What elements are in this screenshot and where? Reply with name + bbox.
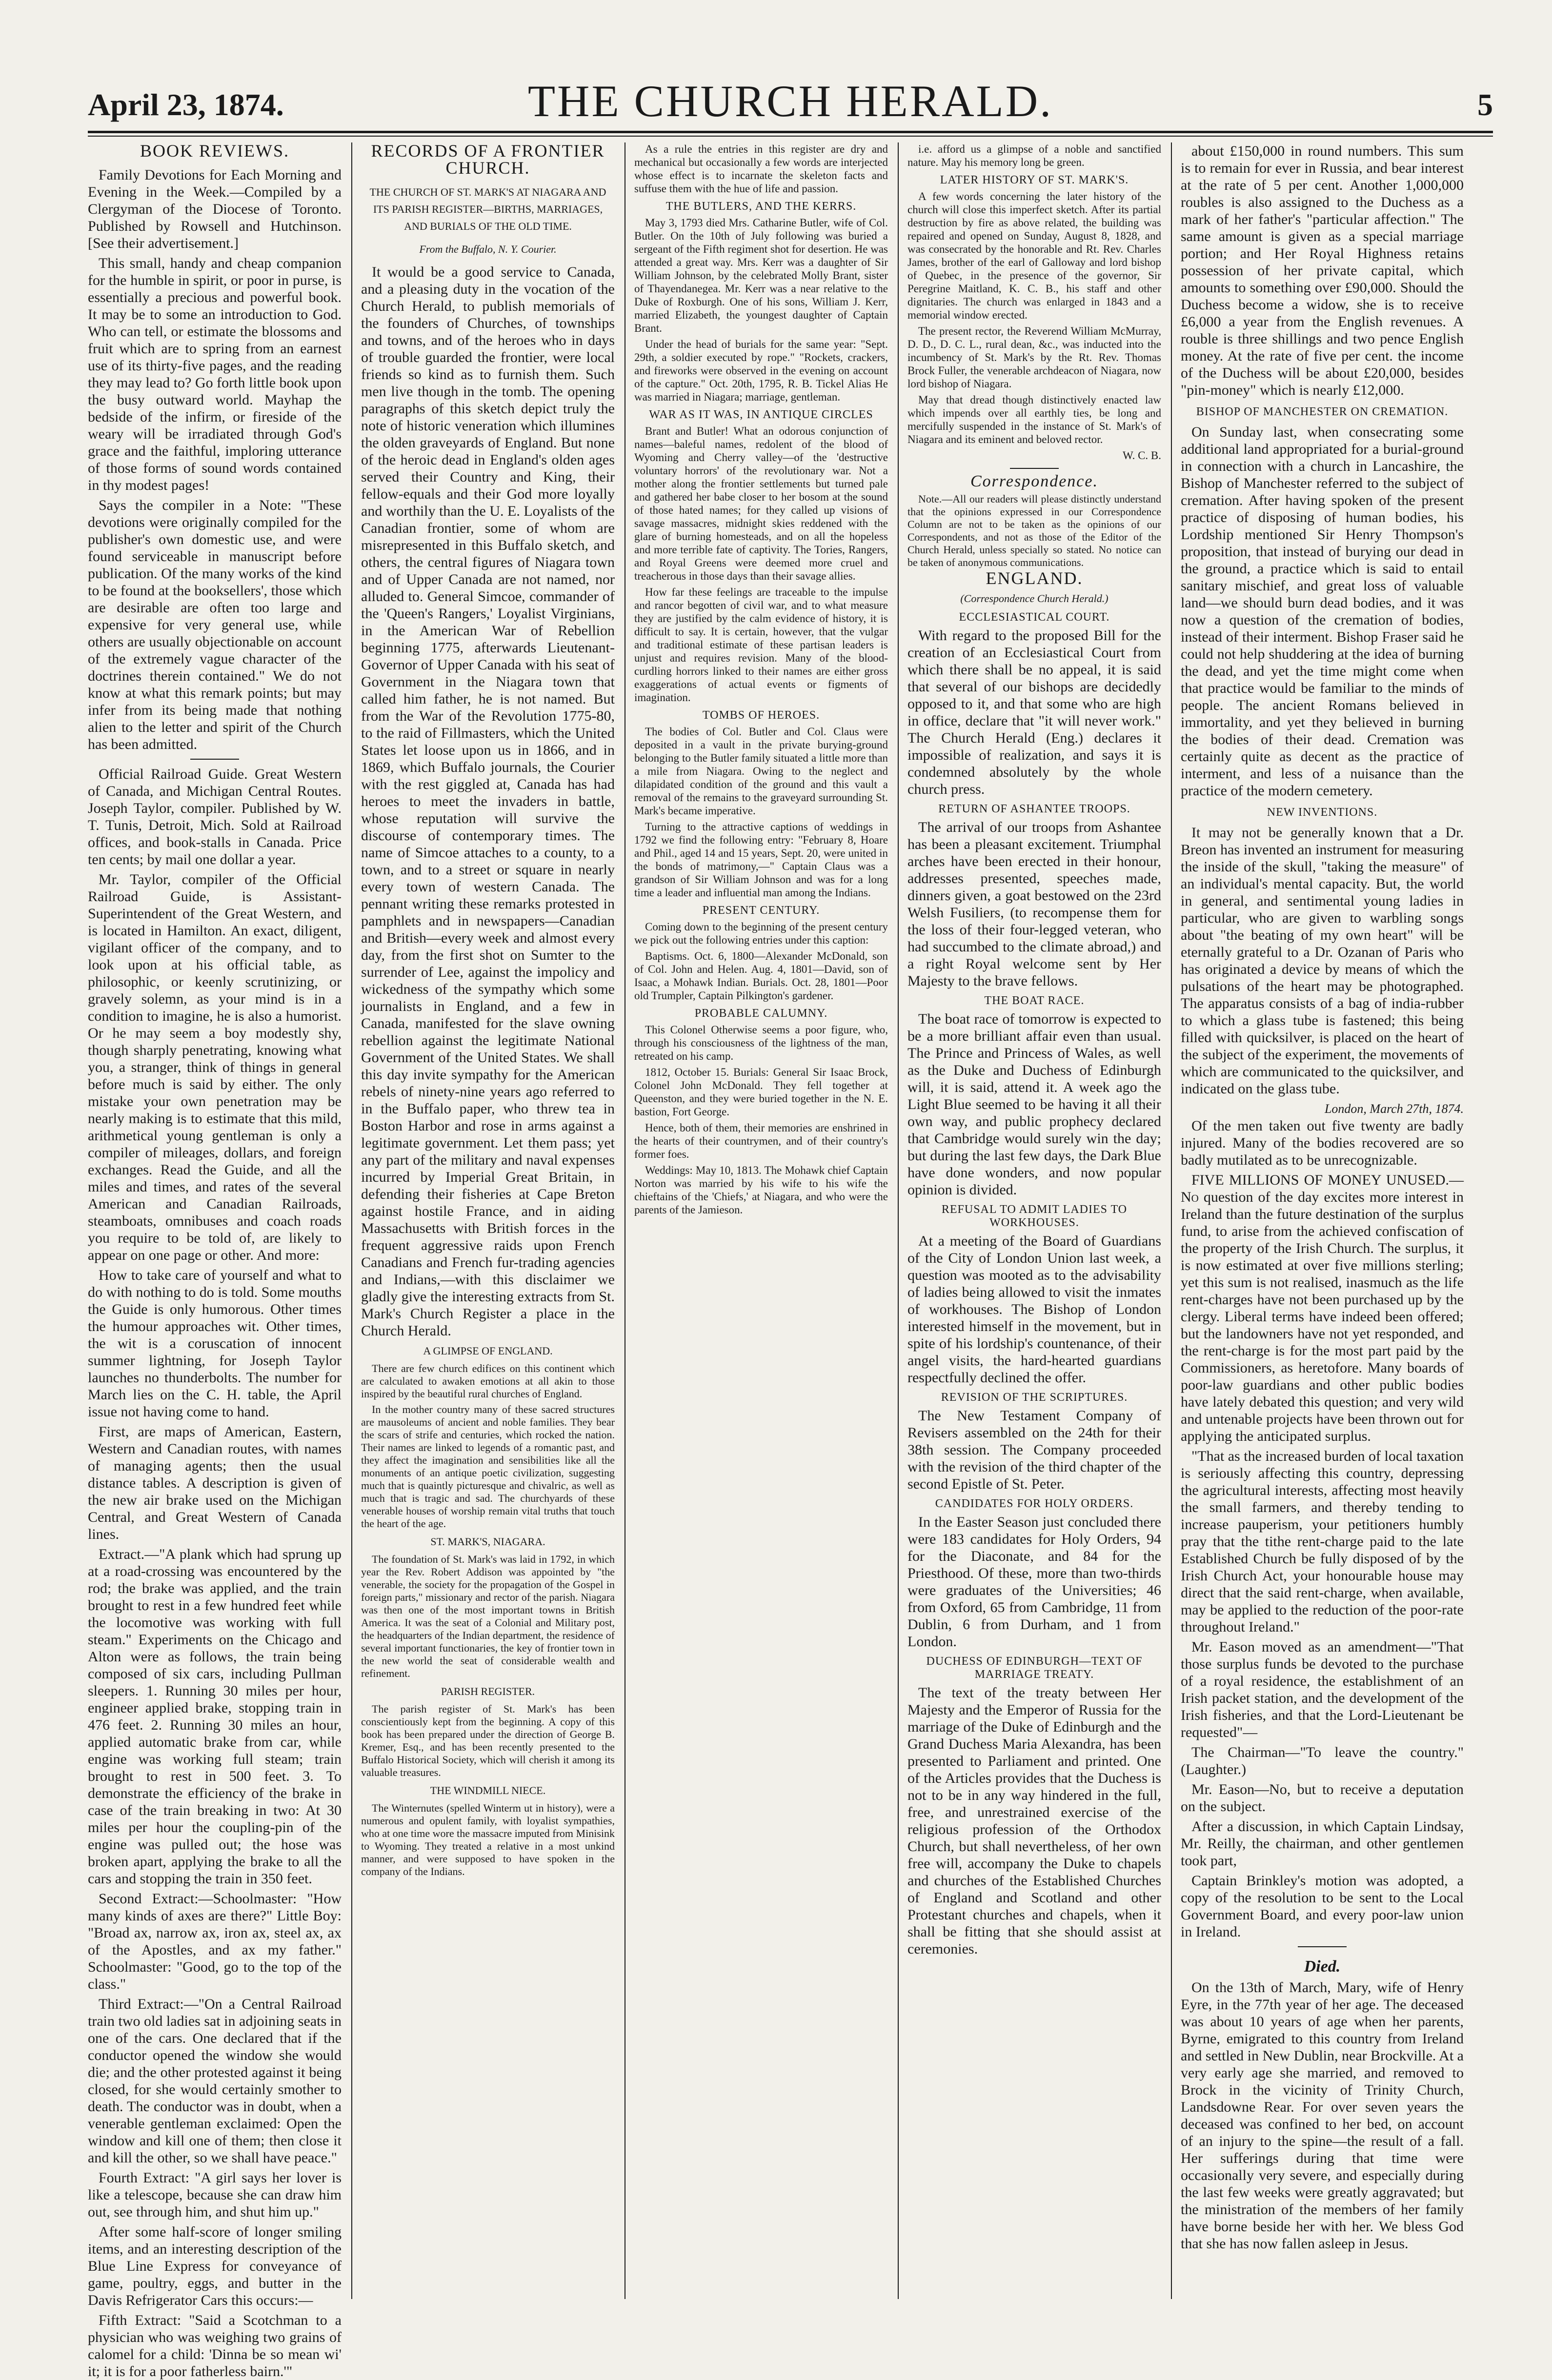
paragraph: The boat race of tomorrow is expected to be a more brilliant affair even than usual. The Prince and Princess of Wales, as well as the Duke and Duchess of Edinburgh will, it is said, attend it. A week ago the Light Blue seemed to be having it all their own way, and public prophecy declared that Cambridge would surely win the day; but during the last few days, the Dark Blue have done wonders, and now popular opinion is divided. bbox=[907, 1011, 1161, 1198]
subheading: REVISION OF THE SCRIPTURES. bbox=[941, 1391, 1128, 1404]
editor-notice: Note.—All our readers will please distinctly understand that the opinions expressed in our Correspondence Column are not to be taken as the opinions of our Correspondents, and not as those of the Editor of the Church Herald, unless specially so stated. No notice can be taken of anonymous communications. bbox=[907, 493, 1161, 568]
masthead-rule-thin bbox=[88, 136, 1493, 137]
paragraph: There are few church edifices on this continent which are calculated to awaken emotions at all akin to those inspired by the beautiful rural churches of England. bbox=[361, 1362, 615, 1400]
paragraph: Third Extract:—"On a Central Railroad train two old ladies sat in adjoining seats in one of the cars. One declared that if the conductor opened the window she would die; and the other protested against it being closed, for she would certainly smother to death. The conductor was in doubt, when a venerable gentleman exclaimed: Open the window and kill one of them; then close it and kill the other, so we shall have peace." bbox=[88, 1996, 342, 2166]
paragraph: As a rule the entries in this register are dry and mechanical but occasionally a few words are interjected whose effect is to incarnate the skeleton facts and suffuse them with the hue of life and passion. bbox=[634, 143, 888, 195]
country-heading: ENGLAND. bbox=[986, 568, 1083, 588]
paragraph: Hence, both of them, their memories are enshrined in the hearts of their countrymen, and of their country's former foes. bbox=[634, 1122, 888, 1160]
column-divider bbox=[1171, 142, 1172, 2299]
paragraph: The present rector, the Reverend William McMurray, D. D., D. C. L., rural dean, &c., was inducted into the incumbency of St. Mark's by the Rt. Rev. Thomas Brock Fuller, the venerable archdeacon of Niagara, now lord bishop of Niagara. bbox=[907, 325, 1161, 390]
subheading: RETURN OF ASHANTEE TROOPS. bbox=[938, 803, 1130, 815]
paragraph: "That as the increased burden of local taxation is seriously affecting this country, depressing the agricultural interests, affecting most heavily the small farmers, and thereby tending to increase pauperism, your petitioners humbly pray that the tithe rent-charge paid to the late Established Church be fully disposed of by the Irish Church Act, your honourable house may direct that the said rent-charge, when available, may be applied to the reduction of the poor-rate throughout Ireland." bbox=[1181, 1448, 1464, 1635]
paragraph: May that dread though distinctively enacted law which impends over all earthly ties, be long and mercifully suspended in the instance of St. Mark's of Niagara and its eminent and beloved rector. bbox=[907, 394, 1161, 445]
paragraph: Turning to the attractive captions of weddings in 1792 we find the following entry: "February 8, Hoare and Phil., aged 14 and 15 years, Sept. 20, were united in the bonds of matrimony,—" Captain Claus was a grandson of Sir William Johnson and was for a long time a leader and influential man among the Indians. bbox=[634, 821, 888, 899]
newspaper-title: THE CHURCH HERALD. bbox=[527, 76, 1053, 126]
run-in-heading: FIVE MILLIONS OF MONEY UNUSED.—No bbox=[1181, 1172, 1464, 1205]
subheading: THE WINDMILL NIECE. bbox=[430, 1784, 546, 1796]
paragraph: This Colonel Otherwise seems a poor figure, who, through his consciousness of the lightness of the man, retreated on his camp. bbox=[634, 1024, 888, 1062]
subheading: REFUSAL TO ADMIT LADIES TO WORKHOUSES. bbox=[941, 1203, 1128, 1229]
paragraph: It would be a good service to Canada, and a pleasing duty in the vocation of the Church Herald, to publish memorials of the founders of Churches, of townships and towns, and of the heroes who in days of trouble guarded the frontier, were local friends so kind as to furnish them. Such men live though in the tomb. The opening paragraphs of this sketch depict truly the note of historic veneration which illumines the olden graveyards of England. But none of the heroic dead in England's olden ages served their Country and King, their fellow-equals and their God more loyally and worthily than the U. E. Loyalists of the Canadian frontier, some of whom are misrepresented in this Buffalo sketch, and others, the central figures of Niagara town and of Upper Canada are not named, nor alluded to. General Simcoe, commander of the 'Queen's Rangers,' Loyalist Virginians, in the American War of Rebellion beginning 1775, afterwards Lieutenant-Governor of Upper Canada with his seat of Government in the Niagara town that called him father, he is not named. But from the War of the Revolution 1775-80, to the raid of Fillmasters, which the United States let loose upon us in 1866, and in 1869, which Buffalo journals, the Courier with the rest giggled at, Canada has had heroes to meet the invaders in battle, whose reputation will survive the discourse of contemporary times. The name of Simcoe attaches to a county, to a town, and to a street or square in nearly every town of western Canada. The pennant writing these remarks protested in pamphlets and in newspapers—Canadian and British—every week and almost every day, from the first shot on Sumter to the surrender of Lee, against the impolicy and wickedness of the sympathy which some journalists in England, and a few in Canada, manifested for the slave owning rebellion against the legitimate National Government of the United States. We shall this day invite sympathy for the American rebels of ninety-nine years ago referred to in the Buffalo paper, who threw tea in Boston Harbor and rose in arms against a legitimate government. Let them pass; yet any part of the military and naval expenses incurred by Imperial Great Britain, in defending their fisheries at Cape Breton against hostile France, and in aiding Massachusetts with British forces in the frequent aggressive raids upon French Canadians and French fur-trading agencies and Indians,—with this disclaimer we gladly give the interesting extracts from St. Mark's Church Register a place in the Church Herald. bbox=[361, 264, 615, 1339]
subheading: WAR AS IT WAS, IN ANTIQUE CIRCLES bbox=[649, 408, 873, 421]
paragraph: Mr. Eason moved as an amendment—"That those surplus funds be devoted to the purchase of a royal residence, the establishment of an Irish packet station, and the development of the Irish fisheries, and that the Lord-Lieutenant be requested"— bbox=[1181, 1639, 1464, 1740]
paragraph: Captain Brinkley's motion was adopted, a copy of the resolution to be sent to the Local Government Board, and every poor-law union in Ireland. bbox=[1181, 1873, 1464, 1940]
signature: W. C. B. bbox=[1122, 449, 1161, 462]
obituary: On the 13th of March, Mary, wife of Henry Eyre, in the 77th year of her age. The deceased was about 10 years of age when her parents, Byrne, emigrated to this country from Ireland and settled in New Dublin, near Brockville. At a very early age she married, and removed to Brock in the vicinity of Trinity Church, Landsdowne Rear. For over seven years the deceased was confined to her bed, on account of an injury to the spine—the result of a fall. Her sufferings during that time were occasionally very severe, and especially during the last few weeks were greatly aggravated; but the ministration of the members of her family have borne beside her with her. We bless God that she has now fallen asleep in Jesus. bbox=[1181, 1979, 1464, 2252]
paragraph: Weddings: May 10, 1813. The Mohawk chief Captain Norton was married by his wife to his wife the chieftains of the 'Chiefs,' at Niagara, and who were the parents of the Jamieson. bbox=[634, 1164, 888, 1216]
issue-date: April 23, 1874. bbox=[88, 87, 284, 122]
paragraph: After some half-score of longer smiling items, and an interesting description of the Blue Line Express for conveyance of game, poultry, eggs, and butter in the Davis Refrigerator Cars this occurs:— bbox=[88, 2224, 342, 2308]
divider bbox=[1010, 468, 1059, 469]
paragraph: It may not be generally known that a Dr. Breon has invented an instrument for measuring the inside of the skull, "taking the measure" of an individual's mental capacity. But, the world in general, and sentimental young ladies in particular, who are given to warbling songs about "the beating of my own heart" will be eternally grateful to a Dr. Ozanan of Paris who has originated a device by means of which the pulsations of the heart may be photographed. The apparatus consists of a bag of india-rubber to which a glass tube is fastened; this being filled with quicksilver, is placed on the heart of the subject of the experiment, the movements of which are communicated to the quicksilver, and indicated on the glass tube. bbox=[1181, 825, 1464, 1097]
subheading: PRESENT CENTURY. bbox=[702, 904, 820, 917]
paragraph: Mr. Taylor, compiler of the Official Railroad Guide, is Assistant-Superintendent of the Great Western, and is located in Hamilton. An exact, diligent, vigilant officer of the company, and to look upon at his official table, as philosophic, or keenly scrutinizing, or gravely solemn, as your mind is in a condition to imagine, he is also a humorist. Or he may seem a boy modestly shy, though sharply penetrating, knowing what you, a stranger, think of things in general before much is said by either. The only mistake your own penetration may be nearly making is to estimate that this mild, arithmetical young gentleman is only a compiler of mileages, dollars, and foreign exchanges. Read the Guide, and all the miles and times, and rates of the several American and Canadian Railroads, steamboats, omnibuses and coach roads you require to be told of, are likely to appear on one page or other. And more: bbox=[88, 871, 342, 1263]
subheading: THE BUTLERS, AND THE KERRS. bbox=[665, 200, 857, 213]
subheading: THE BOAT RACE. bbox=[984, 994, 1085, 1007]
paragraph: Second Extract:—Schoolmaster: "How many kinds of axes are there?" Little Boy: "Broad ax, narrow ax, iron ax, steel ax, ax of the Apostles, and ax my father." Schoolmaster: "Good, go to the top of the class." bbox=[88, 1891, 342, 1992]
subheading: ECCLESIASTICAL COURT. bbox=[959, 611, 1110, 624]
masthead-rule bbox=[88, 131, 1493, 133]
paragraph: The Chairman—"To leave the country." (Laughter.) bbox=[1181, 1744, 1464, 1777]
paragraph: A few words concerning the later history of the church will close this imperfect sketch. After its partial destruction by fire as above related, the building was repaired and opened on Sunday, August 8, 1828, and was consecrated by the honorable and Rt. Rev. Charles James, brother of the earl of Galloway and lord bishop of Quebec, in the presence of the governor, Sir Peregrine Maitland, K. C. B., his staff and other dignitaries. The church was enlarged in 1843 and a memorial window erected. bbox=[907, 190, 1161, 321]
column-divider bbox=[898, 142, 899, 2299]
paragraph: The text of the treaty between Her Majesty and the Emperor of Russia for the marriage of the Duke of Edinburgh and the Grand Duchess Maria Alexandra, has been presented to Parliament and printed. One of the Articles provides that the Duchess is not to be in any way hindered in the full, free, and unrestrained exercise of the religious profession of the Orthodox Church, but shall nevertheless, of her own free will, accompany the Duke to chapels and churches of the Established Churches of England and Scotland and other Protestant churches and chapels, when it shall be fitting that she should assist at ceremonies. bbox=[907, 1685, 1161, 1957]
subheading: LATER HISTORY OF ST. MARK'S. bbox=[940, 174, 1129, 186]
paragraph: In the Easter Season just concluded there were 183 candidates for Holy Orders, 94 for the Diaconate, and 84 for the Priesthood. Of these, more than two-thirds were graduates of the Universities; 46 from Oxford, 65 from Cambridge, 11 from Dublin, 6 from Durham, and 1 from London. bbox=[907, 1514, 1161, 1650]
subheading: NEW INVENTIONS. bbox=[1267, 806, 1378, 819]
divider bbox=[1298, 1946, 1347, 1947]
paragraph: Says the compiler in a Note: "These devotions were originally compiled for the publisher's own domestic use, and were found serviceable in manuscript before publication. Of the many works of the kind to be found at the booksellers', those which are desirable are often too large and expensive for very general use, while others are usually objectionable on account of the extremely vague character of the doctrines therein contained." We do not know at what this remark points; but may infer from its being made that nothing alien to the letter and spirit of the Church has been admitted. bbox=[88, 497, 342, 752]
subheading: PARISH REGISTER. bbox=[441, 1685, 535, 1697]
correspondent-line: (Correspondence Church Herald.) bbox=[960, 592, 1109, 605]
paragraph: Mr. Eason—No, but to receive a deputation on the subject. bbox=[1181, 1781, 1464, 1815]
paragraph: The parish register of St. Mark's has been conscientiously kept from the beginning. A copy of this book has been prepared under the direction of George B. Kremer, Esq., and has been recently presented to the Buffalo Historical Society, which will cherish it among its valuable treasures. bbox=[361, 1703, 615, 1778]
paragraph: Coming down to the beginning of the present century we pick out the following entries under this caption: bbox=[634, 921, 888, 946]
paragraph: In the mother country many of these sacred structures are mausoleums of ancient and noble families. They bear the scars of strife and centuries, which rocked the nation. Their names are linked to legends of a romantic past, and they affect the imagination and sensibilities like all the monuments of an antique poetic civilization, suggesting much that is quaintly picturesque and chivalric, as well as much that is tragic and sad. The churchyards of these venerable houses of worship remain vital truths that touch the heart of the age. bbox=[361, 1403, 615, 1530]
subheading: A GLIMPSE OF ENGLAND. bbox=[423, 1345, 553, 1357]
paragraph: The arrival of our troops from Ashantee has been a pleasant excitement. Triumphal arches have been erected in their honour, addresses presented, speeches made, dinners given, a goat bestowed on the 23rd Welsh Fusiliers, (to recompense them for the loss of their four-legged veteran, who had succumbed to the climate abroad,) and a right Royal welcome sent by Her Majesty to the brave fellows. bbox=[907, 819, 1161, 989]
deaths-heading: Died. bbox=[1304, 1957, 1341, 1976]
paragraph-text: question of the day excites more interest in Ireland than the future destination of the surplus fund, to arise from the achieved confiscation of the property of the Irish Church. The surplus, it is now estimated at over five millions sterling; yet this sum is not realised, inasmuch as the life rent-charges have not been purchased up by the clergy. Liberal terms have indeed been offered; but the landowners have not yet responded, and the rent-charge is for the most part paid by the Commissioners, as heretofore. Many boards of poor-law guardians and other public bodies have lately debated this question; and very wild and untenable projects have been thrown out for applying the anticipated surplus. bbox=[1181, 1189, 1464, 1444]
column-register-entries bbox=[634, 142, 888, 2299]
paragraph: First, are maps of American, Eastern, Western and Canadian routes, with names of managing agents; then the usual distance tables. A description is given of the new air brake used on the Michigan Central, and Great Western of Canada lines. bbox=[88, 1424, 342, 1542]
paragraph: The bodies of Col. Butler and Col. Claus were deposited in a vault in the private burying-ground belonging to the Butler family situated a little more than a mile from Niagara. Owing to the neglect and dilapidated condition of the ground and this vault a removal of the remains to the graveyard surrounding St. Mark's became imperative. bbox=[634, 726, 888, 817]
paragraph: At a meeting of the Board of Guardians of the City of London Union last week, a question was mooted as to the advisability of ladies being allowed to visit the inmates of workhouses. The Bishop of London interested himself in the movement, but in spite of his lordship's countenance, of their angel visits, the hard-hearted guardians respectfully declined the offer. bbox=[907, 1233, 1161, 1386]
article-source: From the Buffalo, N. Y. Courier. bbox=[419, 243, 557, 255]
paragraph: How to take care of yourself and what to do with nothing to do is told. Some mouths the Guide is only humorous. Other times the humour approaches wit. Other times, the wit is a coruscation of innocent summer lightning, for Joseph Taylor launches no thunderbolts. The number for March lies on the C. H. table, the April issue not having come to hand. bbox=[88, 1267, 342, 1420]
paragraph: Fourth Extract: "A girl says her lover is like a telescope, because she can draw him out, see through him, and shut him up." bbox=[88, 2170, 342, 2220]
paragraph: Brant and Butler! What an odorous conjunction of names—baleful names, redolent of the blood of Wyoming and Cherry valley—of the 'destructive voluntary horrors' of the revolutionary war. Not a mother along the frontier settlements but turned pale and gathered her babe closer to her bosom at the sound of those hated names; for they called up visions of savage massacres, midnight skies reddened with the glare of burning homesteads, and on all the hopeless and more terrible fate of captivity. The Tories, Rangers, and Royal Greens were deemed more cruel and treacherous in those days than their savage allies. bbox=[634, 425, 888, 582]
subheading: PROBABLE CALUMNY. bbox=[694, 1007, 828, 1020]
paragraph: about £150,000 in round numbers. This sum is to remain for ever in Russia, and bear interest at the rate of 5 per cent. Another 1,000,000 roubles is also assigned to the Duchess as a mark of her father's "particular affection." The same amount is given as a special marriage portion; and Her Royal Highness retains possession of her private capital, which amounts to something over £90,000. Should the Duchess become a widow, she is to receive £6,000 a year from the English revenues. A rouble is three shillings and two pence English money. At the rate of five per cent. the income of the Duchess will be about £20,000, besides "pin-money" which is nearly £12,000. bbox=[1181, 143, 1464, 398]
article-subtitle: THE CHURCH OF ST. MARK'S AT NIAGARA AND ITS PARISH REGISTER—BIRTHS, MARRIAGES, AND BURIALS OF THE OLD TIME. bbox=[369, 186, 606, 232]
page-number: 5 bbox=[1477, 87, 1493, 122]
paragraph: This small, handy and cheap companion for the humble in spirit, or poor in purse, is essentially a precious and powerful book. It may be to some an introduction to God. Who can tell, or estimate the blossoms and fruit which are to spring from an earnest use of its thirty-five pages, and the reading they may lead to? Go forth little book upon the busy outward world. Mayhap the bedside of the infirm, or fireside of the weary will be irradiated through God's grace and the faithful, imploring utterance of those forms of sound words contained in thy modest pages! bbox=[88, 255, 342, 493]
subheading: ST. MARK'S, NIAGARA. bbox=[430, 1535, 545, 1548]
paragraph: How far these feelings are traceable to the impulse and rancor begotten of civil war, and to what measure they are justified by the calm evidence of history, it is difficult to say. It is certain, however, that the vulgar and traditional estimate of these partisan leaders is unjust and requires revision. Many of the blood-curdling horrors linked to their names are either gross exaggerations of actual events or figments of imagination. bbox=[634, 586, 888, 704]
paragraph: 1812, October 15. Burials: General Sir Isaac Brock, Colonel John McDonald. They fell together at Queenston, and they were buried together in the N. E. bastion, Fort George. bbox=[634, 1066, 888, 1118]
column-divider bbox=[351, 142, 352, 2299]
paragraph: Of the men taken out five twenty are badly injured. Many of the bodies recovered are so badly mutilated as to be unrecognizable. bbox=[1181, 1118, 1464, 1168]
masthead bbox=[88, 73, 1493, 127]
paragraph: Official Railroad Guide. Great Western of Canada, and Michigan Central Routes. Joseph Taylor, compiler. Published by W. T. Tunis, Detroit, Mich. Sold at Railroad offices, and book-stalls in Canada. Price ten cents; by mail one dollar a year. bbox=[88, 766, 342, 867]
paragraph: With regard to the proposed Bill for the creation of an Ecclesiastical Court from which there shall be no appeal, it is said that several of our bishops are decidedly opposed to it, and that some who are high in office, declare that "it will never work." The Church Herald (Eng.) declares it impossible of realization, and says it is condemned absolutely by the whole church press. bbox=[907, 627, 1161, 797]
columns bbox=[88, 141, 1493, 2380]
paragraph: On Sunday last, when consecrating some additional land appropriated for a burial-ground in connection with a church in Lancashire, the Bishop of Manchester referred to the subject of cremation. After having spoken of the present practice of disposing of human bodies, his Lordship mentioned Sir Henry Thompson's proposition, that instead of burying our dead in the ground, a practice which is said to entail sanitary mischief, and great loss of valuable land—we should burn dead bodies, and it was now a question of the cremation of bodies, instead of their interment. Bishop Fraser said he could not help shuddering at the idea of burning the dead, and yet the time might come when that practice would be familiar to the minds of people. The ancient Romans believed in immortality, and yet they believed in burning the bodies of their dead. Cremation was certainly quite as decent as the practice of interment, and less of a nuisance than the practice of the modern cemetery. bbox=[1181, 424, 1464, 799]
subheading: CANDIDATES FOR HOLY ORDERS. bbox=[935, 1497, 1134, 1510]
paragraph: Fifth Extract: "Said a Scotchman to a physician who was weighing two grains of calomel for a child: 'Dinna be so mean wi' it; it is for a poor fatherless bairn.'" bbox=[88, 2312, 342, 2380]
subheading: BISHOP OF MANCHESTER ON CREMATION. bbox=[1196, 405, 1449, 418]
paragraph bbox=[1181, 1171, 1464, 1445]
section-heading: BOOK REVIEWS. bbox=[140, 141, 289, 161]
subheading: DUCHESS OF EDINBURGH—TEXT OF MARRIAGE TREATY. bbox=[926, 1655, 1143, 1681]
paragraph: Extract.—"A plank which had sprung up at a road-crossing was encountered by the rod; the brake was applied, and the train brought to rest in a few hundred feet while the locomotive was working with full steam." Experiments on the Chicago and Alton were as follows, the train being composed of six cars, including Pullman sleepers. 1. Running 30 miles per hour, engineer applied brake, stopping train in 476 feet. 2. Running 30 miles an hour, applied automatic brake from car, while engine was working full steam; train brought to rest in 500 feet. 3. To demonstrate the efficiency of the brake in case of the train breaking in two: At 30 miles per hour the coupling-pin of the engine was pulled out; the hose was broken apart, applying the brake to all the cars and stopping the train in 350 feet. bbox=[88, 1546, 342, 1887]
paragraph: After a discussion, in which Captain Lindsay, Mr. Reilly, the chairman, and other gentlemen took part, bbox=[1181, 1818, 1464, 1869]
paragraph: Under the head of burials for the same year: "Sept. 29th, a soldier executed by rope." "Rockets, crackers, and fireworks were observed in the evening on account of the capture." Oct. 20th, 1795, R. B. Tickel Alias He was married in Niagara; marriage, gentleman. bbox=[634, 338, 888, 403]
divider bbox=[190, 759, 239, 760]
paragraph: May 3, 1793 died Mrs. Catharine Butler, wife of Col. Butler. On the 10th of July following was buried a sergeant of the Fifth regiment shot for desertion. He was attended a great way. Mrs. Kerr was a daughter of Sir William Johnson, by the celebrated Molly Brant, sister of Thayendanegea. Mr. Kerr was a near relative to the Duke of Roxburgh. One of his sons, William J. Kerr, married Elizabeth, the youngest daughter of Captain Brant. bbox=[634, 217, 888, 334]
section-heading: RECORDS OF A FRONTIER CHURCH. bbox=[371, 141, 605, 178]
column-news bbox=[1181, 142, 1464, 2299]
paragraph: i.e. afford us a glimpse of a noble and sanctified nature. May his memory long be green. bbox=[907, 143, 1161, 168]
column-book-reviews bbox=[88, 141, 342, 2380]
paragraph: Baptisms. Oct. 6, 1800—Alexander McDonald, son of Col. John and Helen. Aug. 4, 1801—David, son of Isaac, a Mohawk Indian. Burials. Oct. 28, 1801—Poor old Trumpler, Captain Pilkington's gardener. bbox=[634, 950, 888, 1002]
subheading: TOMBS OF HEROES. bbox=[702, 709, 820, 722]
dateline: London, March 27th, 1874. bbox=[1324, 1102, 1464, 1116]
column-correspondence bbox=[907, 142, 1161, 2299]
paragraph: The Winternutes (spelled Winterm ut in history), were a numerous and opulent family, with loyalist sympathies, who at one time wore the massacre imputed from Minisink to Wyoming. They treated a relative in a most unkind manner, and were supposed to have spoken in the company of the Indians. bbox=[361, 1802, 615, 1877]
paragraph: Family Devotions for Each Morning and Evening in the Week.—Compiled by a Clergyman of the Diocese of Toronto. Published by Rowsell and Hutchinson. [See their advertisement.] bbox=[88, 167, 342, 251]
section-heading: Correspondence. bbox=[970, 472, 1098, 490]
paragraph: The foundation of St. Mark's was laid in 1792, in which year the Rev. Robert Addison was appointed by "the venerable, the society for the propagation of the Gospel in foreign parts," missionary and rector of the parish. Niagara was then one of the most important towns in British America. It was the seat of a Colonial and Military post, the headquarters of the Indian department, the residence of several important functionaries, the key of frontier town in the new world the seat of considerable wealth and refinement. bbox=[361, 1553, 615, 1679]
paragraph: The New Testament Company of Revisers assembled on the 24th for their 38th session. The Company proceeded with the revision of the third chapter of the second Epistle of St. Peter. bbox=[907, 1408, 1161, 1492]
column-frontier-church bbox=[361, 142, 615, 2299]
